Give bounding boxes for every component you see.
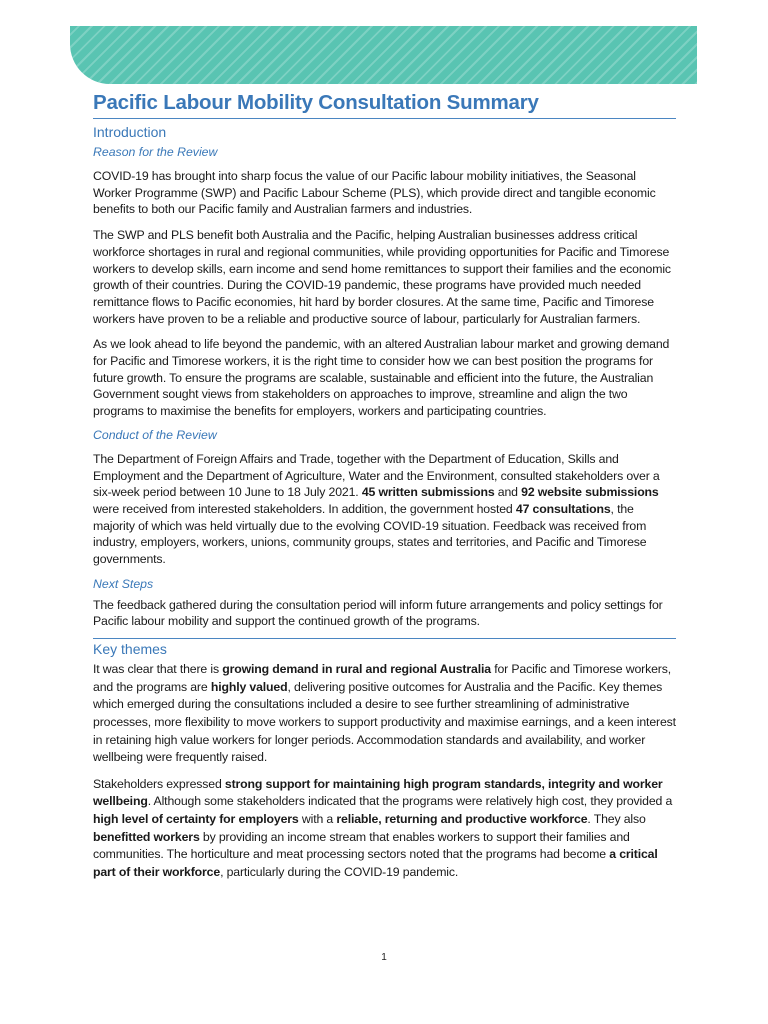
reason-heading: Reason for the Review (93, 145, 218, 159)
key2-text-4: . They also (587, 811, 646, 826)
key2-text-1: Stakeholders expressed (93, 776, 225, 791)
page-title: Pacific Labour Mobility Consultation Summary (93, 88, 676, 119)
page-number: 1 (381, 952, 387, 963)
conduct-bold-1: 45 written submissions (361, 485, 495, 500)
conduct-text-4: , the majority of which was held virtually due to the evolving COVID-19 situation. Feedback was received from industry, employers, workers, unions, community groups, states and territories, and Pacific and Timorese governments. (93, 501, 647, 567)
header-banner (70, 26, 697, 84)
conduct-text-1: The Department of Foreign Affairs and Trade, together with the Department of Education, Skills and Employment and the Department of Agriculture, Water and the Environment, consulted stakeholders over a six-week period between 10 June to 18 July 2021. (93, 451, 660, 500)
key2-text-3: with a (298, 811, 337, 826)
key2-bold-3: reliable, returning and productive workforce (336, 811, 588, 826)
key1-bold-1: growing demand in rural and regional Australia (222, 662, 491, 677)
key2-text-6: , particularly during the COVID-19 pandemic. (220, 864, 459, 879)
reason-paragraph-3: As we look ahead to life beyond the pandemic, with an altered Australian labour market and growing demand for Pacific and Timorese workers, it is the right time to consider how we can best position the programs for future growth. To ensure the programs are scalable, sustainable and efficient into the future, the Australian Government sought views from stakeholders on approaches to improve, streamline and align the two programs to maximise the benefits for employers, workers and participating countries. (93, 337, 670, 419)
key1-bold-2: highly valued (210, 679, 288, 694)
section-divider (93, 638, 676, 639)
next-steps-heading: Next Steps (93, 576, 154, 591)
conduct-heading: Conduct of the Review (93, 427, 217, 442)
key2-text-2: . Although some stakeholders indicated that the programs were relatively high cost, they provided a (147, 794, 673, 809)
conduct-text-3: were received from interested stakeholders. In addition, the government hosted (93, 501, 516, 516)
key2-bold-5: a critical part of their workforce (93, 847, 658, 879)
key-themes-paragraph-2 (93, 776, 676, 882)
key2-text-5: by providing an income stream that enables workers to support their families and communities. The horticulture and meat processing sectors noted that the programs had become (93, 829, 630, 862)
conduct-bold-3: 47 consultations (515, 501, 611, 516)
next-steps-paragraph: The feedback gathered during the consultation period will inform future arrangements and policy settings for Pacific labour mobility and support the continued growth of the programs. (93, 597, 663, 629)
key2-bold-1: strong support for maintaining high program standards, integrity and worker wellbeing (93, 776, 663, 809)
conduct-text-2: and (494, 485, 522, 500)
key1-text-2: for Pacific and Timorese workers, and the programs are (93, 662, 672, 694)
key2-bold-2: high level of certainty for employers (93, 811, 299, 826)
key1-text-1: It was clear that there is (93, 662, 223, 677)
reason-paragraph-1: COVID-19 has brought into sharp focus the value of our Pacific labour mobility initiatives, the Seasonal Worker Programme (SWP) and Pacific Labour Scheme (PLS), which provide direct and tangible economic benefits to both our Pacific family and Australian farmers and industries. (93, 169, 656, 217)
key1-text-3: , delivering positive outcomes for Australia and the Pacific. Key themes which emerged during the consultations included a desire to see further streamlining of administrative processes, more flexibility to move workers to support productivity and maximise earnings, and a keen interest in retaining high value workers for longer periods. Accommodation standards and availability, and worker wellbeing were frequently raised. (93, 679, 676, 765)
document-body (93, 88, 676, 881)
conduct-paragraph (93, 451, 676, 568)
conduct-bold-2: 92 website submissions (521, 485, 659, 500)
key-themes-paragraph-1 (93, 661, 676, 767)
key2-bold-4: benefitted workers (93, 829, 200, 844)
reason-paragraph-2: The SWP and PLS benefit both Australia and the Pacific, helping Australian businesses address critical workforce shortages in rural and regional communities, while providing opportunities for Pacific and Timorese workers to develop skills, earn income and send home remittances to support their families and the economic growth of their countries. During the COVID-19 pandemic, these programs have provided much needed remittance flows to Pacific economies, hit hard by border closures. At the same time, Pacific and Timorese workers have proven to be a reliable and productive source of labour, particularly for Australian farmers. (93, 228, 671, 326)
introduction-heading: Introduction (93, 124, 167, 140)
key-themes-heading: Key themes (93, 641, 167, 658)
